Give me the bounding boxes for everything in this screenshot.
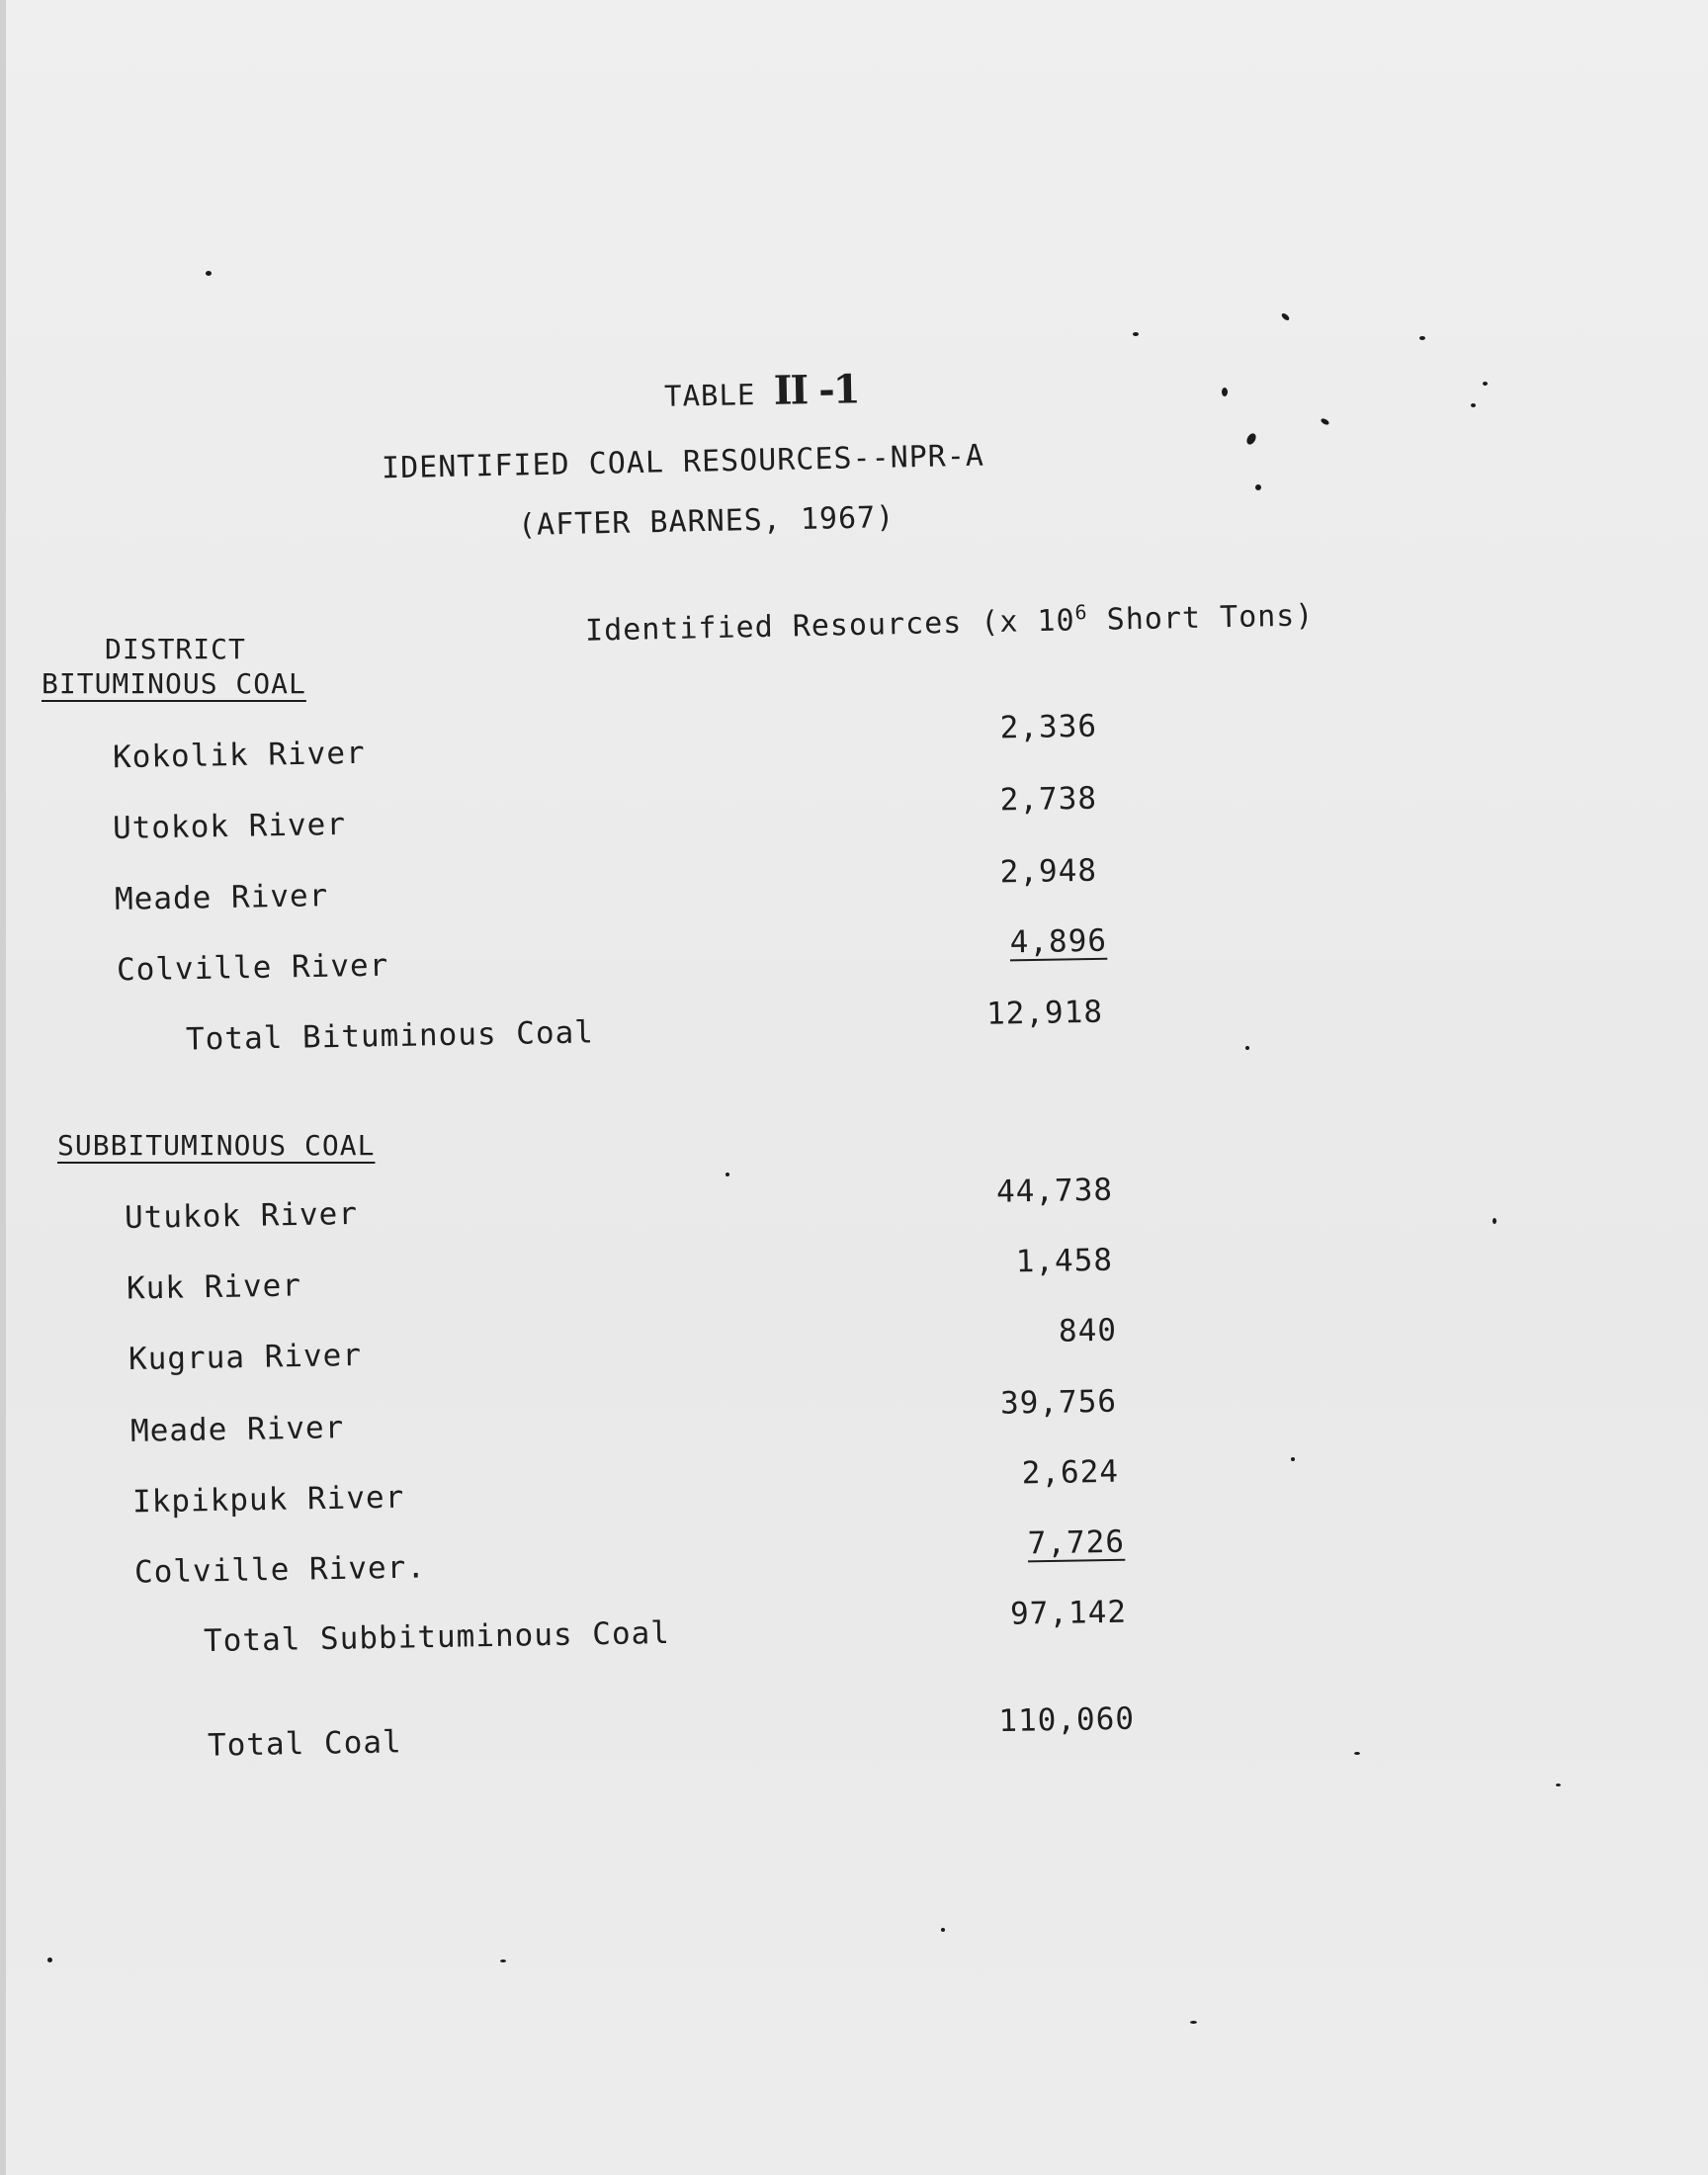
- scan-speck: [726, 1173, 729, 1176]
- scan-speck: [500, 1959, 506, 1962]
- total-bituminous-label: Total Bituminous Coal: [185, 1014, 595, 1058]
- column-header-prefix: Identified Resources (x 10: [584, 603, 1075, 649]
- section-heading-subbituminous: SUBBITUMINOUS COAL: [57, 1129, 376, 1162]
- row-value: 840: [1058, 1312, 1118, 1349]
- total-subbituminous-value: 97,142: [1009, 1594, 1128, 1632]
- row-label: Kokolik River: [112, 735, 366, 776]
- scan-speck: [1493, 1218, 1496, 1224]
- scan-speck: [1354, 1752, 1360, 1755]
- table-title: [664, 366, 859, 415]
- scan-speck: [47, 1958, 52, 1962]
- column-header: [585, 595, 1315, 648]
- scan-speck: [1255, 484, 1261, 490]
- scan-speck: [1190, 2021, 1197, 2024]
- district-header: DISTRICT: [105, 633, 246, 665]
- scan-speck: [1556, 1784, 1561, 1786]
- scan-speck: [1245, 1046, 1249, 1050]
- row-label: Colville River: [116, 947, 389, 989]
- row-value: 39,756: [999, 1383, 1118, 1422]
- scan-speck: [1280, 312, 1290, 322]
- row-label: Utokok River: [112, 806, 347, 847]
- row-value: 2,336: [999, 708, 1098, 746]
- table-subtitle: IDENTIFIED COAL RESOURCES--NPR-A: [381, 438, 985, 486]
- row-label: Kuk River: [126, 1267, 302, 1307]
- total-subbituminous-label: Total Subbituminous Coal: [203, 1614, 671, 1660]
- scan-speck: [1133, 332, 1139, 336]
- table-numeral: II -1: [773, 366, 859, 414]
- row-value: 2,624: [1021, 1453, 1120, 1492]
- scan-speck: [1222, 388, 1228, 396]
- total-bituminous-value: 12,918: [985, 994, 1104, 1032]
- row-value: 1,458: [1015, 1242, 1114, 1280]
- scan-speck: [1320, 417, 1329, 426]
- row-label: Ikpikpuk River: [131, 1479, 405, 1521]
- row-value: 7,726: [1027, 1523, 1126, 1562]
- row-value: 44,738: [995, 1172, 1114, 1210]
- row-value: 2,948: [999, 852, 1098, 891]
- scan-speck: [1471, 403, 1476, 407]
- row-label: Meade River: [129, 1410, 345, 1449]
- scan-speck: [1419, 336, 1425, 340]
- row-label: Colville River.: [133, 1549, 427, 1591]
- section-heading-bituminous: BITUMINOUS COAL: [42, 667, 306, 700]
- scan-speck: [1245, 432, 1258, 446]
- row-value: 2,738: [999, 780, 1098, 819]
- page-edge-shadow: [0, 0, 6, 2175]
- row-value: 4,896: [1009, 922, 1108, 961]
- total-coal-value: 110,060: [998, 1700, 1136, 1740]
- table-label: TABLE: [663, 378, 756, 413]
- row-label: Utukok River: [124, 1195, 359, 1237]
- table-source: (AFTER BARNES, 1967): [517, 500, 896, 543]
- scan-speck: [1483, 382, 1488, 386]
- row-label: Kugrua River: [128, 1337, 363, 1378]
- column-header-exponent: 6: [1074, 600, 1088, 625]
- column-header-suffix: Short Tons): [1087, 598, 1315, 639]
- scan-speck: [206, 271, 212, 276]
- scan-speck: [1291, 1457, 1295, 1461]
- row-label: Meade River: [114, 878, 329, 917]
- scan-speck: [941, 1928, 945, 1932]
- total-coal-label: Total Coal: [207, 1724, 402, 1764]
